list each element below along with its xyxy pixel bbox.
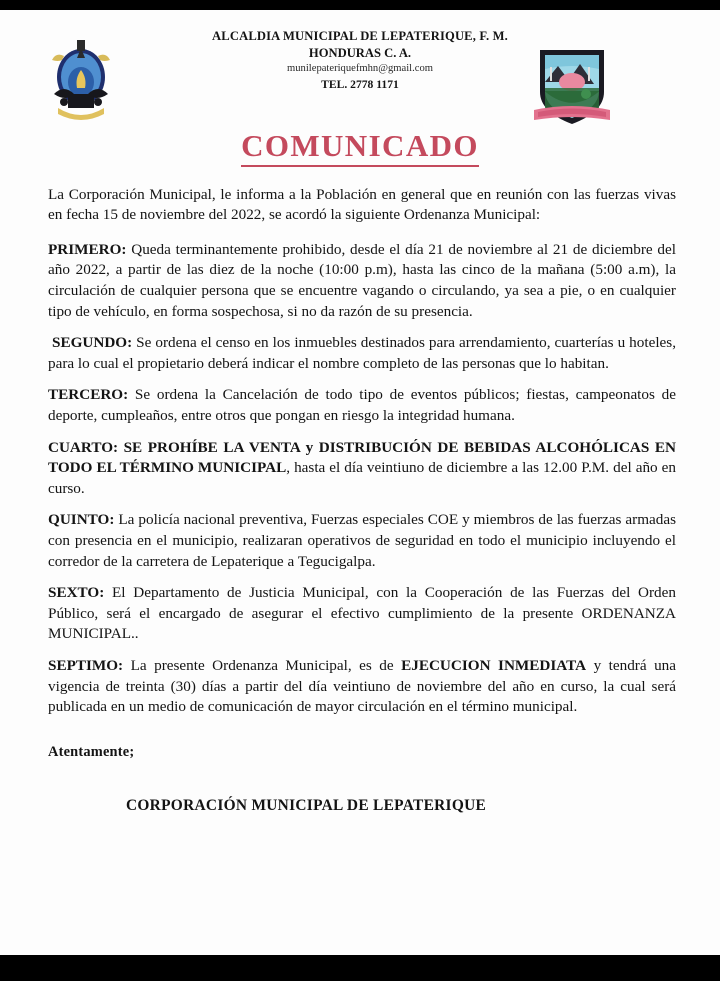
clause-septimo-label: SEPTIMO: <box>48 656 124 674</box>
clause-tercero-text: Se ordena la Cancelación de todo tipo de eventos públicos; fiestas, campeonatos de deporte, cumpleaños, entre otros que pongan en riesgo la integridad humana. <box>48 386 676 424</box>
bottom-black-band <box>0 955 720 981</box>
clause-segundo-text: Se ordena el censo en los inmuebles destinados para arrendamiento, cuarterías u hoteles, para lo cual el propietario deberá indicar el nombre completo de las personas que lo habitan. <box>48 334 676 372</box>
honduras-coat-of-arms-logo <box>44 36 118 124</box>
top-black-band <box>0 0 720 10</box>
header-institution-line1: ALCALDIA MUNICIPAL DE LEPATERIQUE, F. M. <box>212 29 508 43</box>
page-title: COMUNICADO <box>241 128 479 167</box>
clause-quinto <box>48 510 676 572</box>
clause-primero-label: PRIMERO: <box>48 240 127 258</box>
clause-quinto-label: QUINTO: <box>48 511 115 529</box>
clause-quinto-text: La policía nacional preventiva, Fuerzas especiales COE y miembros de las fuerzas armadas con presencia en el municipio, realizaran operativos de seguridad en todo el municipio incluyendo el corredor de la carretera de Lepaterique a Tegucigalpa. <box>48 511 676 570</box>
clause-segundo-label: SEGUNDO: <box>52 334 133 352</box>
clause-cuarto <box>48 438 676 500</box>
clause-septimo-text-a: La presente Ordenanza Municipal, es de <box>123 656 402 674</box>
clause-sexto-label: SEXTO: <box>48 584 105 602</box>
title-container <box>0 128 720 167</box>
closing-salutation: Atentamente; <box>48 743 135 760</box>
header-telephone: TEL. 2778 1171 <box>321 78 399 92</box>
clause-sexto <box>48 583 676 645</box>
clause-cuarto-label: CUARTO: SE PROHÍBE LA VENTA y DISTRIBUCIÓN DE BEBIDAS ALCOHÓLICAS EN TODO EL TÉRMINO MUNICIPAL <box>48 438 676 477</box>
header-email: munilepateriquefmhn@gmail.com <box>287 63 433 75</box>
clause-septimo-emphasis: EJECUCION INMEDIATA <box>401 656 587 674</box>
signature-block <box>0 744 720 815</box>
document-sheet <box>0 10 720 955</box>
clause-cuarto-text: , hasta el día veintiuno de diciembre a las 12.00 P.M. del año en curso. <box>48 459 676 497</box>
signature-line: CORPORACIÓN MUNICIPAL DE LEPATERIQUE <box>126 796 487 814</box>
clause-primero-text: Queda terminantemente prohibido, desde el día 21 de noviembre al 21 de diciembre del año 2022, a partir de las diez de la noche (10:00 p.m), hasta las cinco de la mañana (5:00 a.m), la circulación de cualquier persona que se encuentre vagando o circulando, ya sea a pie, o en cualquier tipo de vehículo, en forma sospechosa, si no da razón de su presencia. <box>48 240 676 320</box>
header-institution-line2: HONDURAS C. A. <box>308 45 412 60</box>
clause-sexto-text: El Departamento de Justicia Municipal, con la Cooperación de las Fuerzas del Orden Público, será el encargado de asegurar el efectivo cumplimiento de la presente ORDENANZA MUNICIPAL.. <box>48 584 676 643</box>
clause-septimo-text-b: y tendrá una vigencia de treinta (30) días a partir del día veintiuno de noviembre del año en curso, la cual será publicada en un medio de comunicación de mayor circulación en el término municipal. <box>48 656 676 716</box>
lead-paragraph: La Corporación Municipal, le informa a la Población en general que en reunión con las fuerzas vivas en fecha 15 de noviembre del 2022, se acordó la siguiente Ordenanza Municipal: <box>48 185 676 224</box>
lepaterique-municipal-shield-logo <box>528 36 616 130</box>
document-header <box>0 10 720 118</box>
clause-septimo <box>48 656 676 718</box>
clause-tercero <box>48 385 676 426</box>
clause-primero <box>48 240 676 322</box>
clause-tercero-label: TERCERO: <box>48 386 129 404</box>
clause-segundo <box>48 333 676 374</box>
document-body <box>0 185 720 718</box>
